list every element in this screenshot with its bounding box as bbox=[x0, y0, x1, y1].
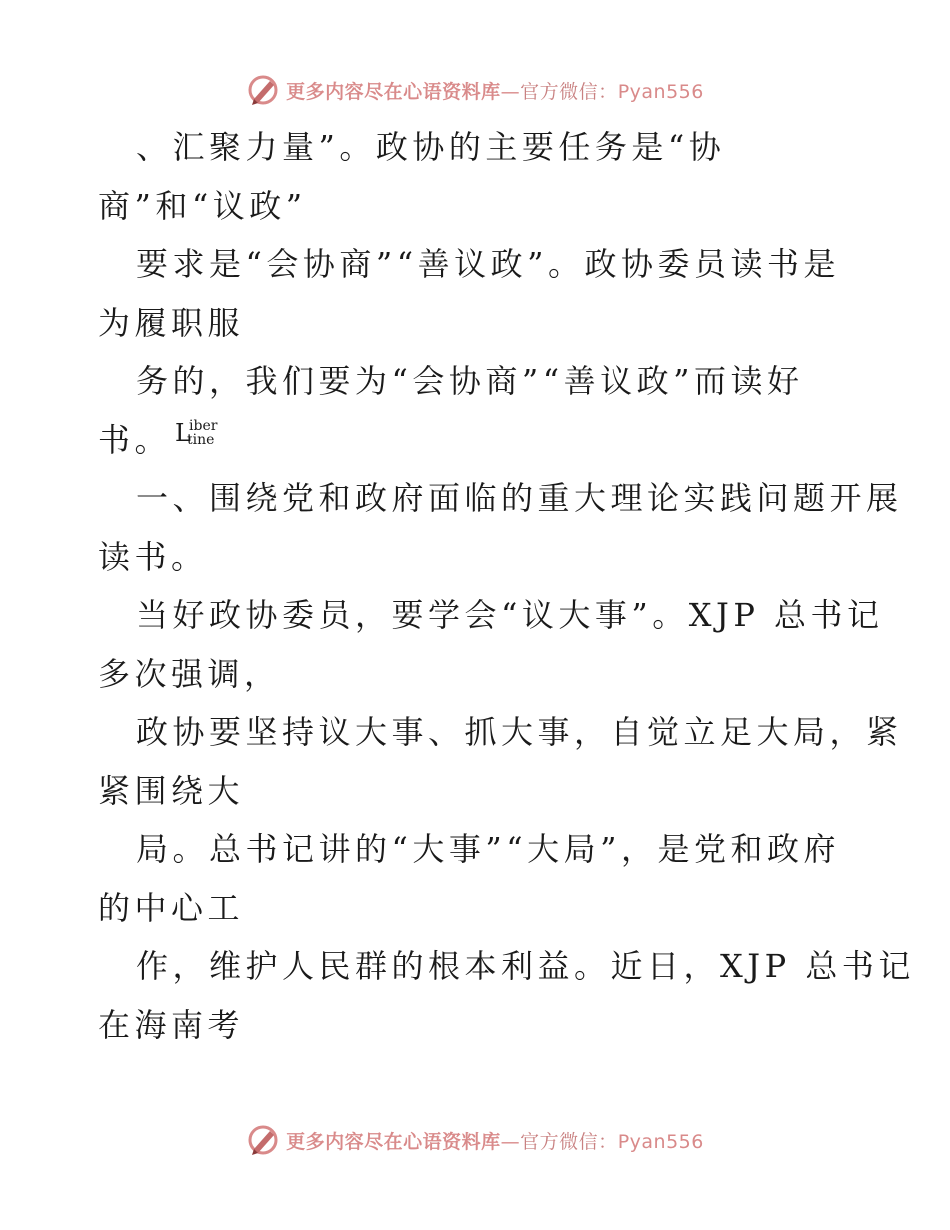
text-line bbox=[98, 294, 858, 353]
line-text: 一、围绕党和政府面临的重大理论实践问题开展 bbox=[136, 479, 903, 517]
line-text: 要求是“会协商”“善议政”。政协委员读书是 bbox=[136, 245, 840, 283]
watermark-id: Pyan556 bbox=[617, 1130, 704, 1153]
line-text: 当好政协委员，要学会“议大事”。XJP 总书记 bbox=[136, 596, 884, 634]
line-text: 为履职服 bbox=[98, 303, 245, 342]
body-text bbox=[98, 118, 915, 1054]
text-line bbox=[98, 762, 858, 821]
libertine-mark bbox=[175, 419, 221, 453]
pen-logo-icon bbox=[246, 73, 280, 107]
line-text: 局。总书记讲的“大事”“大局”，是党和政府 bbox=[136, 830, 840, 868]
text-line bbox=[98, 352, 858, 411]
pen-logo-icon bbox=[246, 1123, 280, 1157]
watermark-dash: — bbox=[500, 1130, 521, 1153]
watermark-id: Pyan556 bbox=[617, 80, 704, 103]
line-text: 读书。 bbox=[98, 537, 208, 576]
watermark-main: 更多内容尽在心语资料库 bbox=[286, 80, 501, 103]
line-text: 紧围绕大 bbox=[98, 771, 245, 810]
line-text: 作，维护人民群的根本利益。近日，XJP 总书记 bbox=[136, 947, 915, 985]
text-line bbox=[98, 469, 903, 528]
watermark-main: 更多内容尽在心语资料库 bbox=[286, 1130, 501, 1153]
text-line bbox=[98, 177, 858, 236]
text-line bbox=[98, 703, 903, 762]
text-line bbox=[98, 528, 858, 587]
text-line bbox=[98, 879, 858, 938]
line-text: 书。 bbox=[98, 420, 172, 459]
watermark-sub: 官方微信： bbox=[520, 80, 618, 103]
line-text: 的中心工 bbox=[98, 888, 245, 927]
line-text: 在海南考 bbox=[98, 1005, 245, 1044]
libertine-mark-L: L bbox=[175, 418, 191, 447]
watermark-dash: — bbox=[500, 80, 521, 103]
libertine-mark-lower: tine bbox=[187, 431, 215, 448]
line-text: 务的，我们要为“会协商”“善议政”而读好 bbox=[136, 362, 804, 400]
line-text: 商”和“议政” bbox=[98, 186, 307, 225]
text-line bbox=[98, 820, 858, 879]
watermark-banner-top bbox=[0, 70, 950, 110]
text-line bbox=[98, 645, 858, 704]
text-line bbox=[98, 996, 858, 1055]
text-line bbox=[98, 937, 915, 996]
libertine-mark-upper: iber bbox=[189, 417, 218, 434]
text-line bbox=[98, 411, 858, 470]
line-text: 、汇聚力量”。政协的主要任务是“协 bbox=[136, 128, 726, 166]
watermark-sub: 官方微信： bbox=[520, 1130, 618, 1153]
line-text: 多次强调， bbox=[98, 654, 281, 693]
text-line bbox=[98, 118, 858, 177]
text-line bbox=[98, 235, 858, 294]
line-text: 政协要坚持议大事、抓大事，自觉立足大局，紧 bbox=[136, 713, 903, 751]
text-line bbox=[98, 586, 884, 645]
watermark-banner-bottom bbox=[0, 1120, 950, 1160]
